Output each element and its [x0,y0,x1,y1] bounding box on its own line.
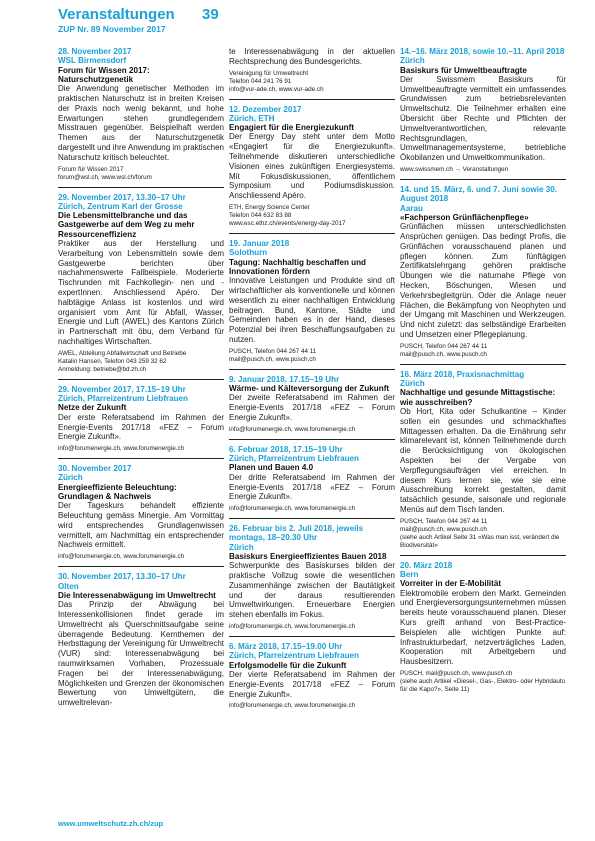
event-place: Zürich, Pfarreizentrum Liebfrauen [229,651,359,661]
contact-line[interactable]: Vereinigung für Umweltrecht [229,69,309,77]
event-body: Der Energy Day steht unter dem Motto «Engagiert für die Energiezukunft». Teilnehmende diskutieren unterschiedliche Visionen eines zukünftigen Energiesystems. Mit Fokusdiskussionen, öffentlichem Symposium und Podiumsdiskussion. Anschliessend Apéro. [229,132,395,201]
event-body: Innovative Leistungen und Produkte sind oft wirtschaftlicher als konventionelle und können wesentlich zu einer nachhaltigen Entwicklung beitragen. Bund, Kantone, Städte und Gemeinden haben es in der Hand, dieses Potenzial bei ihren Beschaffungsaufgaben zu nutzen. [229,276,395,345]
entry-separator [229,369,395,370]
issue-label: ZUP Nr. 89 November 2017 [58,24,166,34]
event-contact [58,166,224,182]
event-contact [400,670,566,694]
contact-line[interactable]: PUSCH, Telefon 044 267 44 11 [229,347,317,355]
event-body: Die Anwendung genetischer Methoden im praktischen Naturschutz ist in breiten Kreisen der Praxis noch wenig bekannt, und hohe Erwartungen stehen grundlegendem Misstrauen gegenüber. Beispielhaft werden Themen aus der Naturschutzgenetik dargestellt und ihre Anwendung im praktischen Naturschutz kritisch beleuchtet. [58,84,224,162]
footer-link[interactable]: www.umweltschutz.zh.ch/zup [58,819,164,828]
event-place: Zürich, Zentrum Karl der Grosse [58,201,183,211]
contact-line[interactable]: AWEL, Abteilung Abfallwirtschaft und Betriebe [58,349,187,357]
event-date: 30. November 2017 [58,464,132,474]
event-continuation: te Interessenabwägung in der aktuellen Rechtsprechung des Bundesgerichts. [229,47,395,66]
event-contact [58,350,224,374]
event-contact [229,348,395,364]
column-3 [400,47,566,694]
event-date: 9. Januar 2018, 17.15–19 Uhr [229,374,340,384]
event-entry [400,561,566,694]
event-date: 20. März 2018 [400,560,453,570]
event-body: Praktiker aus der Herstellung und Verarbeitung von Lebensmitteln sowie dem Gastgewerbe berichten über nachahmenswerte Fallbeispiele. Moderierte Tischrunden mit Fachkollegin- nen und -expertInnen. Anschliessend Apéro. Der halbtägige Anlass ist kostenlos und wird organisiert vom Amt für Abfall, Wasser, Energie und Luft (AWEL) des Kantons Zürich in Partnerschaft mit öbu, dem Verband für nachhaltiges Wirtschaften. [58,239,224,347]
event-title: Basiskurs Energieeffizientes Bauen 2018 [229,551,387,561]
event-place: Zürich, Pfarreizentrum Liebfrauen [229,454,359,464]
event-contact [229,623,395,631]
contact-line[interactable]: PUSCH, mail@pusch.ch, www.pusch.ch [400,670,513,678]
event-entry [400,47,566,174]
contact-line[interactable]: Anmeldung: betriebe@bd.zh.ch [58,365,147,373]
contact-line[interactable]: PUSCH, Telefon 044 267 44 11 [400,342,488,350]
contact-line[interactable]: Telefon 044 632 83 88 [229,212,292,220]
event-title: Die Lebensmittelbranche und das Gastgewerbe auf dem Weg zu mehr Ressourceneffizienz [58,211,195,239]
event-title: Planen und Bauen 4.0 [229,463,314,473]
event-title: Erfolgsmodelle für die Zukunft [229,660,347,670]
event-body: Grünflächen müssen unterschiedlichsten Ansprüchen genügen. Das bedingt Profis, die Grünflächen vorausschauend planen und pflegen können. Zum fünftägigen Zertifikatslehrgang gehören praktische Übungen wie die naturnahe Pflege von Hecken, Böschungen, Wiesen und Verkehrsbegleitgrün. Oder die Anlage neuer Flächen, die Bekämpfung von Neophyten und der Umgang mit Maschinen und Werkzeugen. Und nicht zuletzt: das selbständige Erarbeiten und Umsetzen einer Pflegeplanung. [400,222,566,340]
page-number: 39 [202,6,219,23]
contact-line[interactable]: info@forumenergie.ch, www.forumenergie.ch [229,425,356,433]
event-body: Der Swissmem Basiskurs für Umweltbeauftragte vermittelt ein umfassendes Grundwissen zum betriebsrelevanten Umweltschutz. Die Teilnehmer erhalten eine Übersicht über Rechte und Pflichten der Umweltverantwortlichen, relevante Rechtsgrundlagen, Umweltmanagementsysteme, betriebliche Ökobilanzen und Umweltkommunikation. [400,74,566,163]
event-title: Netze der Zukunft [58,403,127,413]
entry-separator [58,458,224,459]
event-entry [229,524,395,631]
contact-line[interactable]: info@forumenergie.ch, www.forumenergie.ch [229,623,356,631]
contact-line[interactable]: Katalin Hansen, Telefon 043 259 32 62 [58,357,167,365]
entry-separator [400,179,566,180]
contact-line[interactable]: info@forumenergie.ch, www.forumenergie.ch [58,445,185,453]
event-title: Tagung: Nachhaltig beschaffen und Innovationen fördern [229,257,366,276]
event-entry [58,464,224,561]
event-entry [229,445,395,513]
entry-separator [229,439,395,440]
event-contact [400,166,566,174]
event-body: Der zweite Referatsabend im Rahmen der Energie-Events 2017/18 «FEZ – Forum Energie Zukunft». [229,393,395,423]
entry-separator [58,379,224,380]
contact-line[interactable]: Forum für Wissen 2017 [58,165,124,173]
contact-line[interactable]: Telefon 044 241 76 91 [229,77,292,85]
event-entry [229,47,395,94]
event-entry [58,385,224,453]
contact-line[interactable]: info@forumenergie.ch, www.forumenergie.ch [229,702,356,710]
event-title: «Fachperson Grünflächenpflege» [400,212,529,222]
event-entry [400,185,566,359]
contact-line[interactable]: info@vur-ade.ch, www.vur-ade.ch [229,85,324,93]
event-date: 19. Januar 2018 [229,239,290,249]
contact-line[interactable]: info@forumenergie.ch, www.forumenergie.ch [229,505,356,513]
event-body: Der vierte Referatsabend im Rahmen der Energie-Events 2017/18 «FEZ – Forum Energie Zukunft». [229,669,395,699]
event-place: Zürich, ETH [229,113,275,123]
event-date: 29. November 2017, 17.15–19 Uhr [58,384,186,394]
event-date: 6. März 2018, 17.15–19.00 Uhr [229,642,343,652]
contact-line[interactable]: PUSCH, Telefon 044 267 44 11 [400,517,488,525]
event-entry [58,47,224,182]
contact-line[interactable]: (siehe auch Artikel Seite 31 «Was man isst, verändert die Biodiversität» [400,533,560,549]
event-title: Basiskurs für Umweltbeauftragte [400,65,527,75]
contact-line[interactable]: mail@pusch.ch, www.pusch.ch [400,350,487,358]
event-title: Wärme- und Kälteversorgung der Zukunft [229,384,390,394]
contact-line[interactable]: www.esc.ethz.ch/events/energy-day-2017 [229,220,346,228]
event-entry [229,105,395,228]
contact-line[interactable]: info@forumenergie.ch, www.forumenergie.ch [58,553,185,561]
contact-line[interactable]: (siehe auch Artikel «Diesel-, Gas-, Elektro- oder Hybridauto für die Kapo?», Seite 11) [400,678,566,694]
event-date: 6. Februar 2018, 17.15–19 Uhr [229,444,343,454]
event-title: Engagiert für die Energiezukunft [229,123,355,133]
event-contact [58,445,224,453]
event-body: Schwerpunkte des Basiskurses bilden der praktische Vollzug sowie die wesentlichen Zusammenhänge zwischen der Bautätigkeit und der daraus resultierenden Umweltwirkungen. Erneuerbare Energien stehen ebenfalls im Fokus. [229,561,395,620]
event-date: 26. Februar bis 2. Juli 2018, jeweils montags, 18–20.30 Uhr [229,524,364,543]
event-date: 16. März 2018, Praxisnachmittag [400,369,525,379]
event-entry [229,642,395,710]
event-title: Forum für Wissen 2017: Naturschutzgenetik [58,65,150,84]
event-body: Der dritte Referatsabend im Rahmen der Energie-Events 2017/18 «FEZ – Forum Energie Zukunft». [229,472,395,502]
event-place: Solothurn [229,248,268,258]
event-entry [58,193,224,374]
event-place: Zürich [400,379,425,389]
event-title: Energieeffiziente Beleuchtung: Grundlagen & Nachweis [58,482,177,501]
event-entry [229,375,395,434]
entry-separator [229,636,395,637]
event-body: Das Prinzip der Abwägung bei Interessenkollisionen findet gerade im Umweltrecht als Querschnittsaufgabe seine überragende Bedeutung. Kernthemen der Herbsttagung der Vereinigung für Umweltrecht (VUR) sind: Interessenabwägung bei raumwirksamen Vorhaben, Prozessuale Fragen bei der Interessenabwägung, Möglichkeiten und Grenzen der ökonomischen Bewertung von Umweltgütern, die umweltrelevan- [58,600,224,708]
entry-separator [229,233,395,234]
event-title: Vorreiter in der E-Mobilität [400,579,502,589]
contact-line[interactable]: mail@pusch.ch, www.pusch.ch [229,355,316,363]
event-contact [400,518,566,550]
contact-line[interactable]: forum@wsl.ch, www.wsl.ch/forum [58,173,152,181]
event-contact [229,505,395,513]
event-body: Elektromobile erobern den Markt. Gemeinden und Energieversorgungsunternehmen müssen bereits heute vorausschauend planen. Dieser Kurs greift anhand von Best-Practice-Beispielen alle wichtigen Punkte auf: Infrastrukturbedarf, netzverträgliches Laden, Kooperation mit Arbeitgebern und Hausbesitzern. [400,588,566,667]
event-place: Zürich, Pfarreizentrum Liebfrauen [58,394,188,404]
event-place: Aarau [400,203,423,213]
entry-separator [58,187,224,188]
event-place: Olten [58,581,79,591]
entry-separator [229,518,395,519]
event-date: 14. und 15. März, 6. und 7. Juni sowie 30. August 2018 [400,185,557,204]
entry-separator [229,99,395,100]
event-title: Nachhaltige und gesunde Mittagstische: wie ausschreiben? [400,388,556,407]
event-place: WSL Birmensdorf [58,56,127,66]
event-contact [229,702,395,710]
event-date: 28. November 2017 [58,47,132,56]
contact-line[interactable]: www.swissmem.ch → Veranstaltungen [400,166,509,174]
entry-separator [400,364,566,365]
event-entry [229,239,395,364]
event-body: Der erste Referatsabend im Rahmen der Energie-Events 2017/18 «FEZ – Forum Energie Zukunft». [58,412,224,442]
event-date: 12. Dezember 2017 [229,104,302,114]
section-title: Veranstaltungen [58,6,175,23]
contact-line[interactable]: mail@pusch.ch, www.pusch.ch [400,525,487,533]
event-body: Ob Hort, Kita oder Schulkantine – Kinder sollen ein gesundes und schmackhaftes Mittagessen erhalten. Da die Ernährung sehr klimarelevant ist, können Teilnehmende durch die Berücksichtigung von ökologischen Aspekten bei der Vergabe von Verpflegungsaufträgen viel erreichen. In diesem Kurs lernen sie, wie sie eine Ausschreibung korrekt gestalten, damit tatsächlich gesunde, saisonale und regionale Menüs auf dem Tisch landen. [400,407,566,514]
event-entry [400,370,566,550]
event-entry [58,572,224,708]
entry-separator [58,566,224,567]
event-contact [229,426,395,434]
entry-separator [400,555,566,556]
event-date: 14.–16. März 2018, sowie 10.–11. April 2018 [400,47,565,56]
event-place: Zürich [229,542,254,552]
event-title: Die Interessenabwägung im Umweltrecht [58,590,216,600]
event-place: Zürich [58,473,83,483]
column-2 [229,47,395,710]
event-body: Der Tageskurs behandelt effiziente Beleuchtung gemäss Minergie. Am Vormittag wird entsprechendes Grundlagenwissen vermittelt, am Nachmittag ein entsprechender Nachweis ermittelt. [58,501,224,550]
event-contact [58,553,224,561]
event-date: 29. November 2017, 13.30–17 Uhr [58,192,186,202]
event-contact [229,70,395,94]
event-place: Zürich [400,56,425,66]
column-1 [58,47,224,708]
event-contact [229,204,395,228]
event-contact [400,343,566,359]
contact-line[interactable]: ETH, Energy Science Center [229,204,310,212]
page-header [58,6,548,42]
event-place: Bern [400,570,419,580]
event-date: 30. November 2017, 13.30–17 Uhr [58,572,186,582]
